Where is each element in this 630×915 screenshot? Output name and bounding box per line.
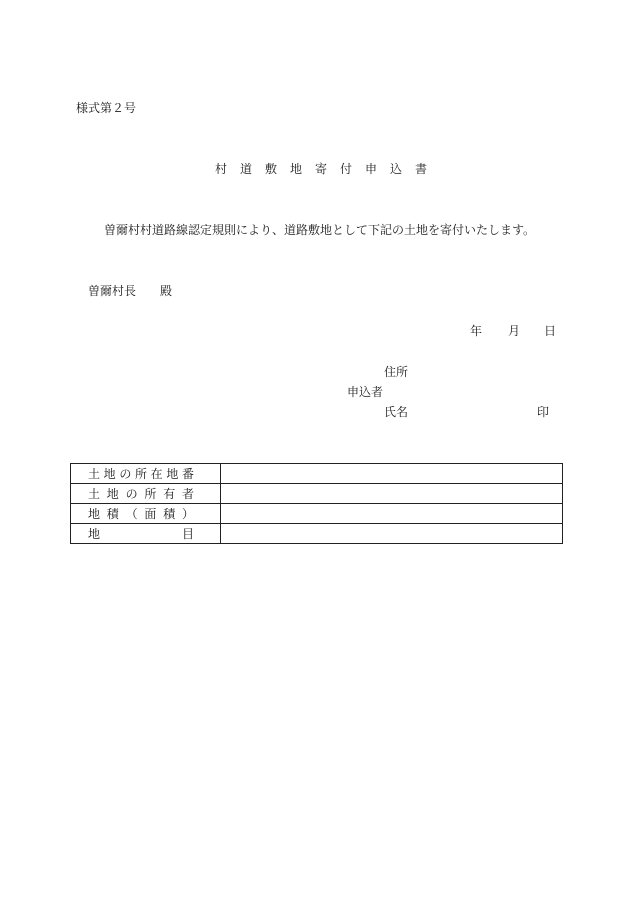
document-title: 村道敷地寄付申込書 xyxy=(215,162,441,176)
addressee-name: 曽爾村長 xyxy=(88,284,137,298)
table-row xyxy=(71,504,563,524)
table-row xyxy=(71,484,563,504)
row-value-land-category[interactable] xyxy=(221,524,563,544)
name-label: 氏名 xyxy=(384,405,409,419)
address-label: 住所 xyxy=(384,365,409,379)
addressee-honorific: 殿 xyxy=(160,284,173,298)
addressee xyxy=(88,284,172,298)
form-number: 様式第２号 xyxy=(76,101,137,115)
row-label-area: 地積（面積） xyxy=(71,504,221,524)
date-year-label: 年 xyxy=(470,324,483,338)
row-value-owner[interactable] xyxy=(221,484,563,504)
table-row xyxy=(71,524,563,544)
land-details-table xyxy=(70,463,563,544)
date-month-label: 月 xyxy=(508,324,521,338)
row-value-area[interactable] xyxy=(221,504,563,524)
row-label-location: 土地の所在地番 xyxy=(71,464,221,484)
row-label-owner: 土地の所有者 xyxy=(71,484,221,504)
table-row xyxy=(71,464,563,484)
seal-label: 印 xyxy=(537,405,550,419)
body-text: 曽爾村村道路線認定規則により、道路敷地として下記の土地を寄付いたします。 xyxy=(104,223,536,237)
date-line xyxy=(470,324,556,338)
row-value-location[interactable] xyxy=(221,464,563,484)
date-day-label: 日 xyxy=(544,324,557,338)
row-label-land-category: 地目 xyxy=(71,524,221,544)
applicant-label: 申込者 xyxy=(347,385,384,399)
